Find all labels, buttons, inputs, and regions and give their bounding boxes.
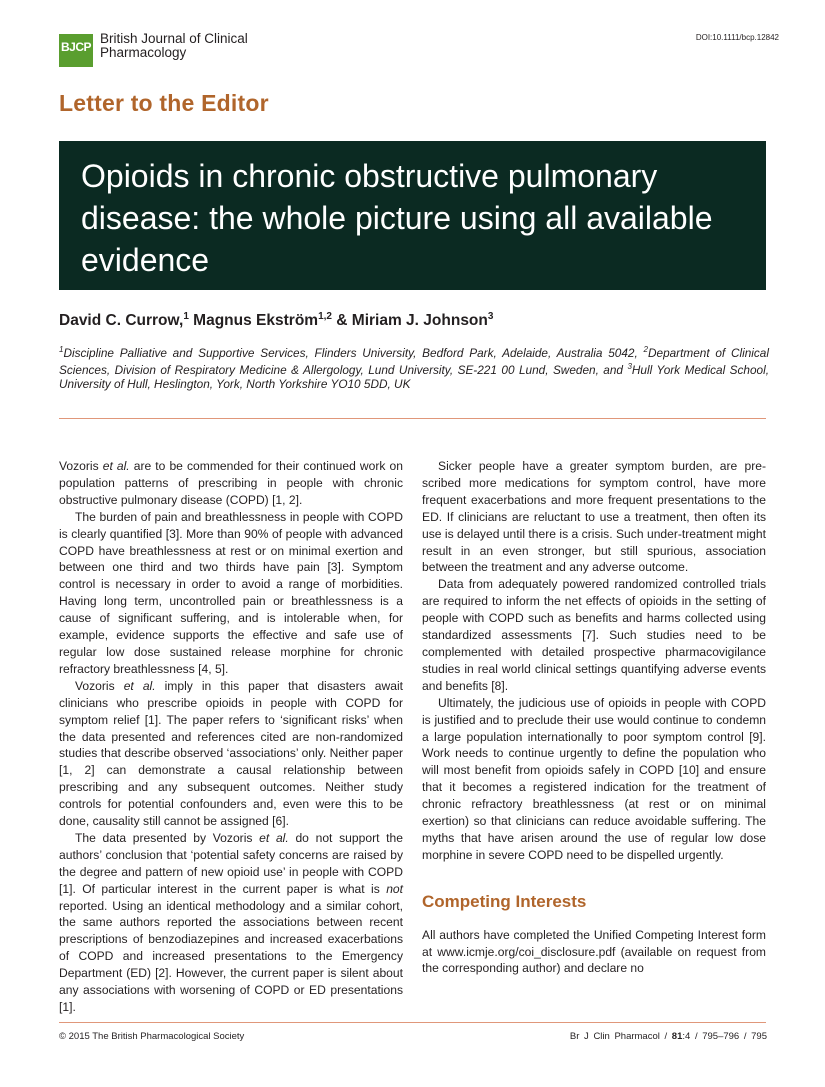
footer-divider	[59, 1022, 766, 1023]
body-column-right	[422, 458, 766, 977]
author-currow[interactable]: David C. Currow,	[59, 312, 184, 330]
footer-sep-3: /	[743, 1031, 747, 1042]
affil-text-2: Department of Clinical Sciences, Division of Respiratory Medicine & Allergology, Lund University, SE-221 00 Lund, Sweden, and	[59, 345, 769, 377]
paragraph-6: Data from adequately powered randomized controlled trials are required to inform the net effects of opioids in the setting of people with COPD such as benefits and harms collected using standardized assessments [7]. Such studies need to be complemented with detailed prospective pharmacovigilance studies in real world clinical settings quantifying adverse events and benefits [8].	[422, 577, 766, 693]
competing-interests-heading: Competing Interests	[422, 891, 587, 911]
journal-name-line1: British Journal of Clinical	[100, 31, 248, 46]
copyright: © 2015 The British Pharmacological Society	[59, 1031, 245, 1042]
footer-issue: :4	[682, 1031, 691, 1042]
p3-text-b: imply in this paper that disasters await clinicians who prescribe opioids in people with COPD for symptom relief [1]. The paper refers to ‘significant risks’ when the data presented and references cited are non-randomized studies that describe observed ‘associations’ only. Neither paper [1, 2] can demonstrate a causal relationship between prescribing and any subsequent outcomes. Neither study controls for potential confounders and, even were this to be done, causality still cannot be assigned [6].	[59, 678, 403, 829]
affil-marker-3: 3	[627, 361, 632, 371]
footer-volume: 81	[671, 1031, 683, 1042]
logo-text: BJCP	[61, 40, 92, 54]
footer-pages: 795–796	[702, 1031, 740, 1042]
journal-name-line2: Pharmacology	[100, 45, 187, 60]
footer-journal: Br J Clin Pharmacol	[569, 1031, 660, 1042]
affil-marker-1: 1	[59, 345, 64, 354]
article-title: Opioids in chronic obstructive pulmonary disease: the whole picture using all available evidence	[81, 158, 713, 278]
p4-text-c: reported. Using an identical methodology and a similar cohort, the same authors reported the associations between recent prescriptions of benzodiazepines and increased exacerbations of COPD and increased presentations to the Emergency Department (ED) [2]. However, the current paper is silent about any associations with worsening of COPD or ED presentations [1].	[59, 898, 403, 1014]
author-ekstrom-affil: 1,2	[318, 311, 332, 322]
affil-marker-2: 2	[643, 345, 648, 354]
author-currow-affil: 1	[183, 311, 189, 322]
section-label: Letter to the Editor	[59, 90, 269, 116]
citation-footer	[570, 1031, 767, 1042]
author-johnson[interactable]: & Miriam J. Johnson	[331, 312, 488, 330]
footer-sep-2: /	[694, 1031, 698, 1042]
affil-text-3: Hull York Medical School, University of Hull, Heslington, York, North Yorkshire YO10 5DD, UK	[59, 362, 769, 391]
affil-text-1: Discipline Palliative and Supportive Services, Flinders University, Bedford Park, Adelaide, Australia 5042,	[63, 345, 644, 360]
paragraph-4	[59, 830, 403, 1016]
body-column-left	[59, 458, 403, 1016]
footer-sep-1: /	[664, 1031, 668, 1042]
paragraph-2: The burden of pain and breathlessness in people with COPD is clearly quantified [3]. More than 90% of people with advanced COPD have breathlessness at rest or on minimal exertion and between one third and two thirds have pain [3]. Symptom control is necessary in order to avoid a range of morbidities. Having long term, uncontrolled pain or breathlessness is a cause of significant suffering, and is intolerable when, for example, evidence supports the effective and safe use of regular low dose sustained release morphine for chronic refractory breathlessness [4, 5].	[59, 509, 403, 676]
p3-etal: et al.	[123, 678, 156, 693]
p4-etal: et al.	[259, 830, 289, 845]
journal-logo	[59, 34, 93, 67]
p1-text-b: are to be commended for their continued work on population patterns of prescribing in people with chronic obstructive pulmonary disease (COPD) [1, 2].	[59, 459, 403, 507]
p4-not: not	[386, 881, 403, 896]
page-number: 795	[751, 1031, 767, 1042]
paragraph-8: All authors have completed the Unified Competing Interest form at www.icmje.org/coi_disclosure.pdf (available on request from the corresponding author) and declare no	[422, 927, 766, 976]
header-divider	[59, 418, 766, 419]
author-johnson-affil: 3	[487, 311, 494, 322]
paragraph-7: Ultimately, the judicious use of opioids in people with COPD is justified and to preclude their use would continue to condemn a large population internationally to poor symptom control [9]. Work needs to continue urgently to define the population who will most benefit from opioids safely in COPD [10] and ensure that it becomes a registered indication for the treatment of chronic refractory breathlessness (at rest or on minimal exertion) so that clinicians can reduce avoidable suffering. The myths that have arisen around the use of regular low dose morphine in severe COPD need to be dispelled urgently.	[422, 695, 766, 862]
p1-text-a: Vozoris	[59, 459, 103, 473]
p4-text-b: do not support the authors’ conclusion that ‘potential safety concerns are raised by the degree and pattern of new opioid use’ in people with COPD [1]. Of particular interest in the current paper is what is	[59, 830, 403, 896]
author-ekstrom[interactable]: Magnus Ekström	[188, 312, 319, 330]
affiliations	[59, 343, 769, 391]
paragraph-5: Sicker people have a greater symptom burden, are prescribed more medications for symptom control, have more frequent exacerbations and more frequent presentations to the ED. If clinicians are reluctant to use a treatment, then often its use is delayed until there is a crisis. Such under-treatment might result in an even stronger, but still spurious, association between the treatment and any adverse outcome.	[422, 459, 766, 575]
p4-text-a: The data presented by Vozoris	[75, 830, 260, 845]
p3-text-a: Vozoris	[75, 678, 124, 693]
paragraph-3	[59, 678, 403, 830]
author-list	[59, 311, 493, 330]
paragraph-1	[59, 458, 403, 509]
doi[interactable]: DOI:10.1111/bcp.12842	[695, 33, 779, 42]
p1-etal: et al.	[102, 459, 130, 473]
title-box	[59, 141, 766, 290]
journal-name	[100, 32, 248, 60]
